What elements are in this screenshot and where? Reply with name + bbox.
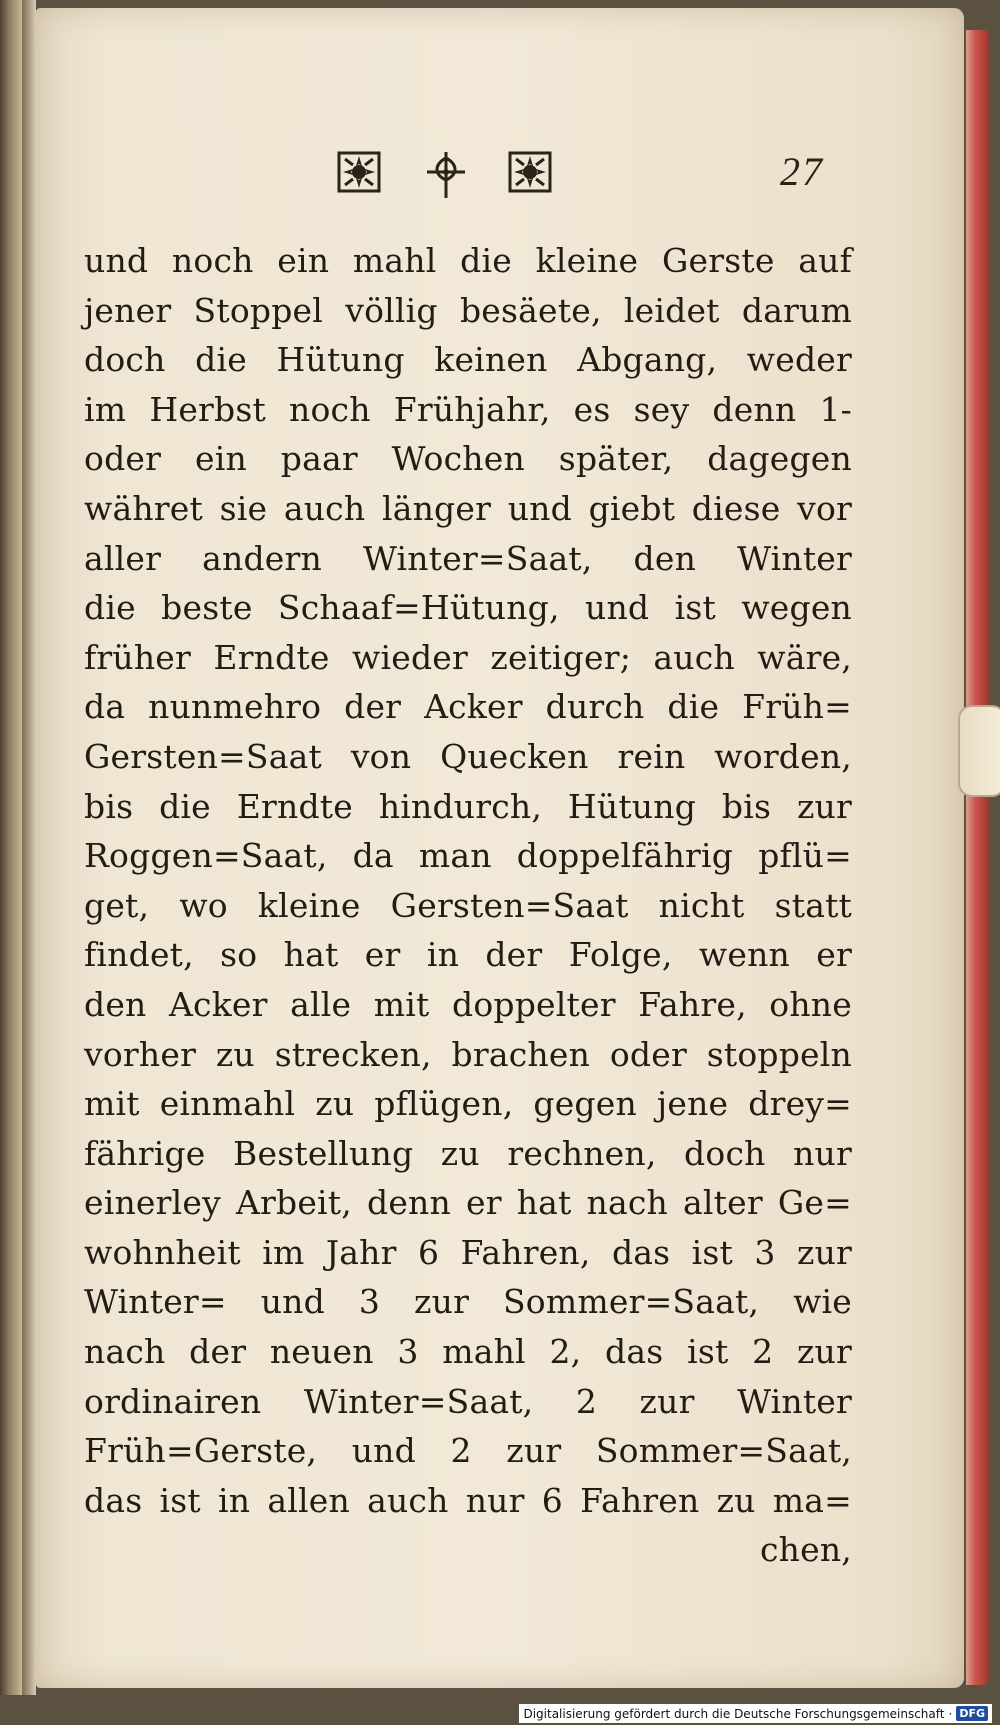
page-tab-marker [958,705,1000,797]
text-line-last: chen, [759,1530,852,1570]
text-line: fährige Bestellung zu rechnen, doch nur [84,1133,852,1173]
text-line: im Herbst noch Frühjahr, es sey denn 1- [84,389,852,429]
text-line: früher Erndte wieder zeitiger; auch wäre, [84,637,852,677]
text-line: nach der neuen 3 mahl 2, das ist 2 zur [84,1332,852,1372]
page-number: 27 [780,149,824,194]
text-line: mit einmahl zu pflügen, gegen jene drey= [84,1084,852,1124]
text-line: wohnheit im Jahr 6 Fahren, das ist 3 zur [84,1232,852,1272]
text-line: vorher zu strecken, brachen oder stoppeln [84,1034,852,1074]
text-line: Winter= und 3 zur Sommer=Saat, wie [84,1282,852,1322]
text-line: jener Stoppel völlig besäete, leidet darum [84,290,852,330]
text-line: Roggen=Saat, da man doppelfährig pflü= [84,836,852,876]
text-line: da nunmehro der Acker durch die Früh= [84,687,852,727]
red-page-edge [966,30,990,1685]
text-line: ordinairen Winter=Saat, 2 zur Winter [84,1381,852,1421]
text-line: die beste Schaaf=Hütung, und ist wegen [84,588,852,628]
text-line: findet, so hat er in der Folge, wenn er [84,935,852,975]
text-line: Gersten=Saat von Quecken rein worden, [84,736,852,776]
text-line: doch die Hütung keinen Abgang, weder [84,340,852,380]
text-line: einerley Arbeit, denn er hat nach alter Ge= [84,1183,852,1223]
credit-text: Digitalisierung gefördert durch die Deutsche Forschungsgemeinschaft [523,1706,945,1721]
square-flower-ornament-icon [336,150,382,194]
text-line: get, wo kleine Gersten=Saat nicht statt [84,885,852,925]
digitization-credit: Digitalisierung gefördert durch die Deutsche Forschungsgemeinschaft · DFG [519,1704,992,1723]
text-line: bis die Erndte hindurch, Hütung bis zur [84,786,852,826]
square-flower-ornament-icon [507,150,553,194]
body-text [84,236,852,1575]
text-line: oder ein paar Wochen später, dagegen [84,439,852,479]
text-line: den Acker alle mit doppelter Fahre, ohne [84,984,852,1024]
left-page-edge [0,0,22,1695]
text-line: aller andern Winter=Saat, den Winter [84,538,852,578]
diamond-cross-ornament-icon [423,150,469,194]
text-line: Früh=Gerste, und 2 zur Sommer=Saat, [84,1431,852,1471]
text-line: und noch ein mahl die kleine Gerste auf [84,241,852,280]
text-line: das ist in allen auch nur 6 Fahren zu ma= [84,1480,852,1520]
text-line: währet sie auch länger und giebt diese vor [84,488,852,528]
dfg-logo-icon: DFG [956,1706,988,1721]
book-gutter [22,0,36,1695]
